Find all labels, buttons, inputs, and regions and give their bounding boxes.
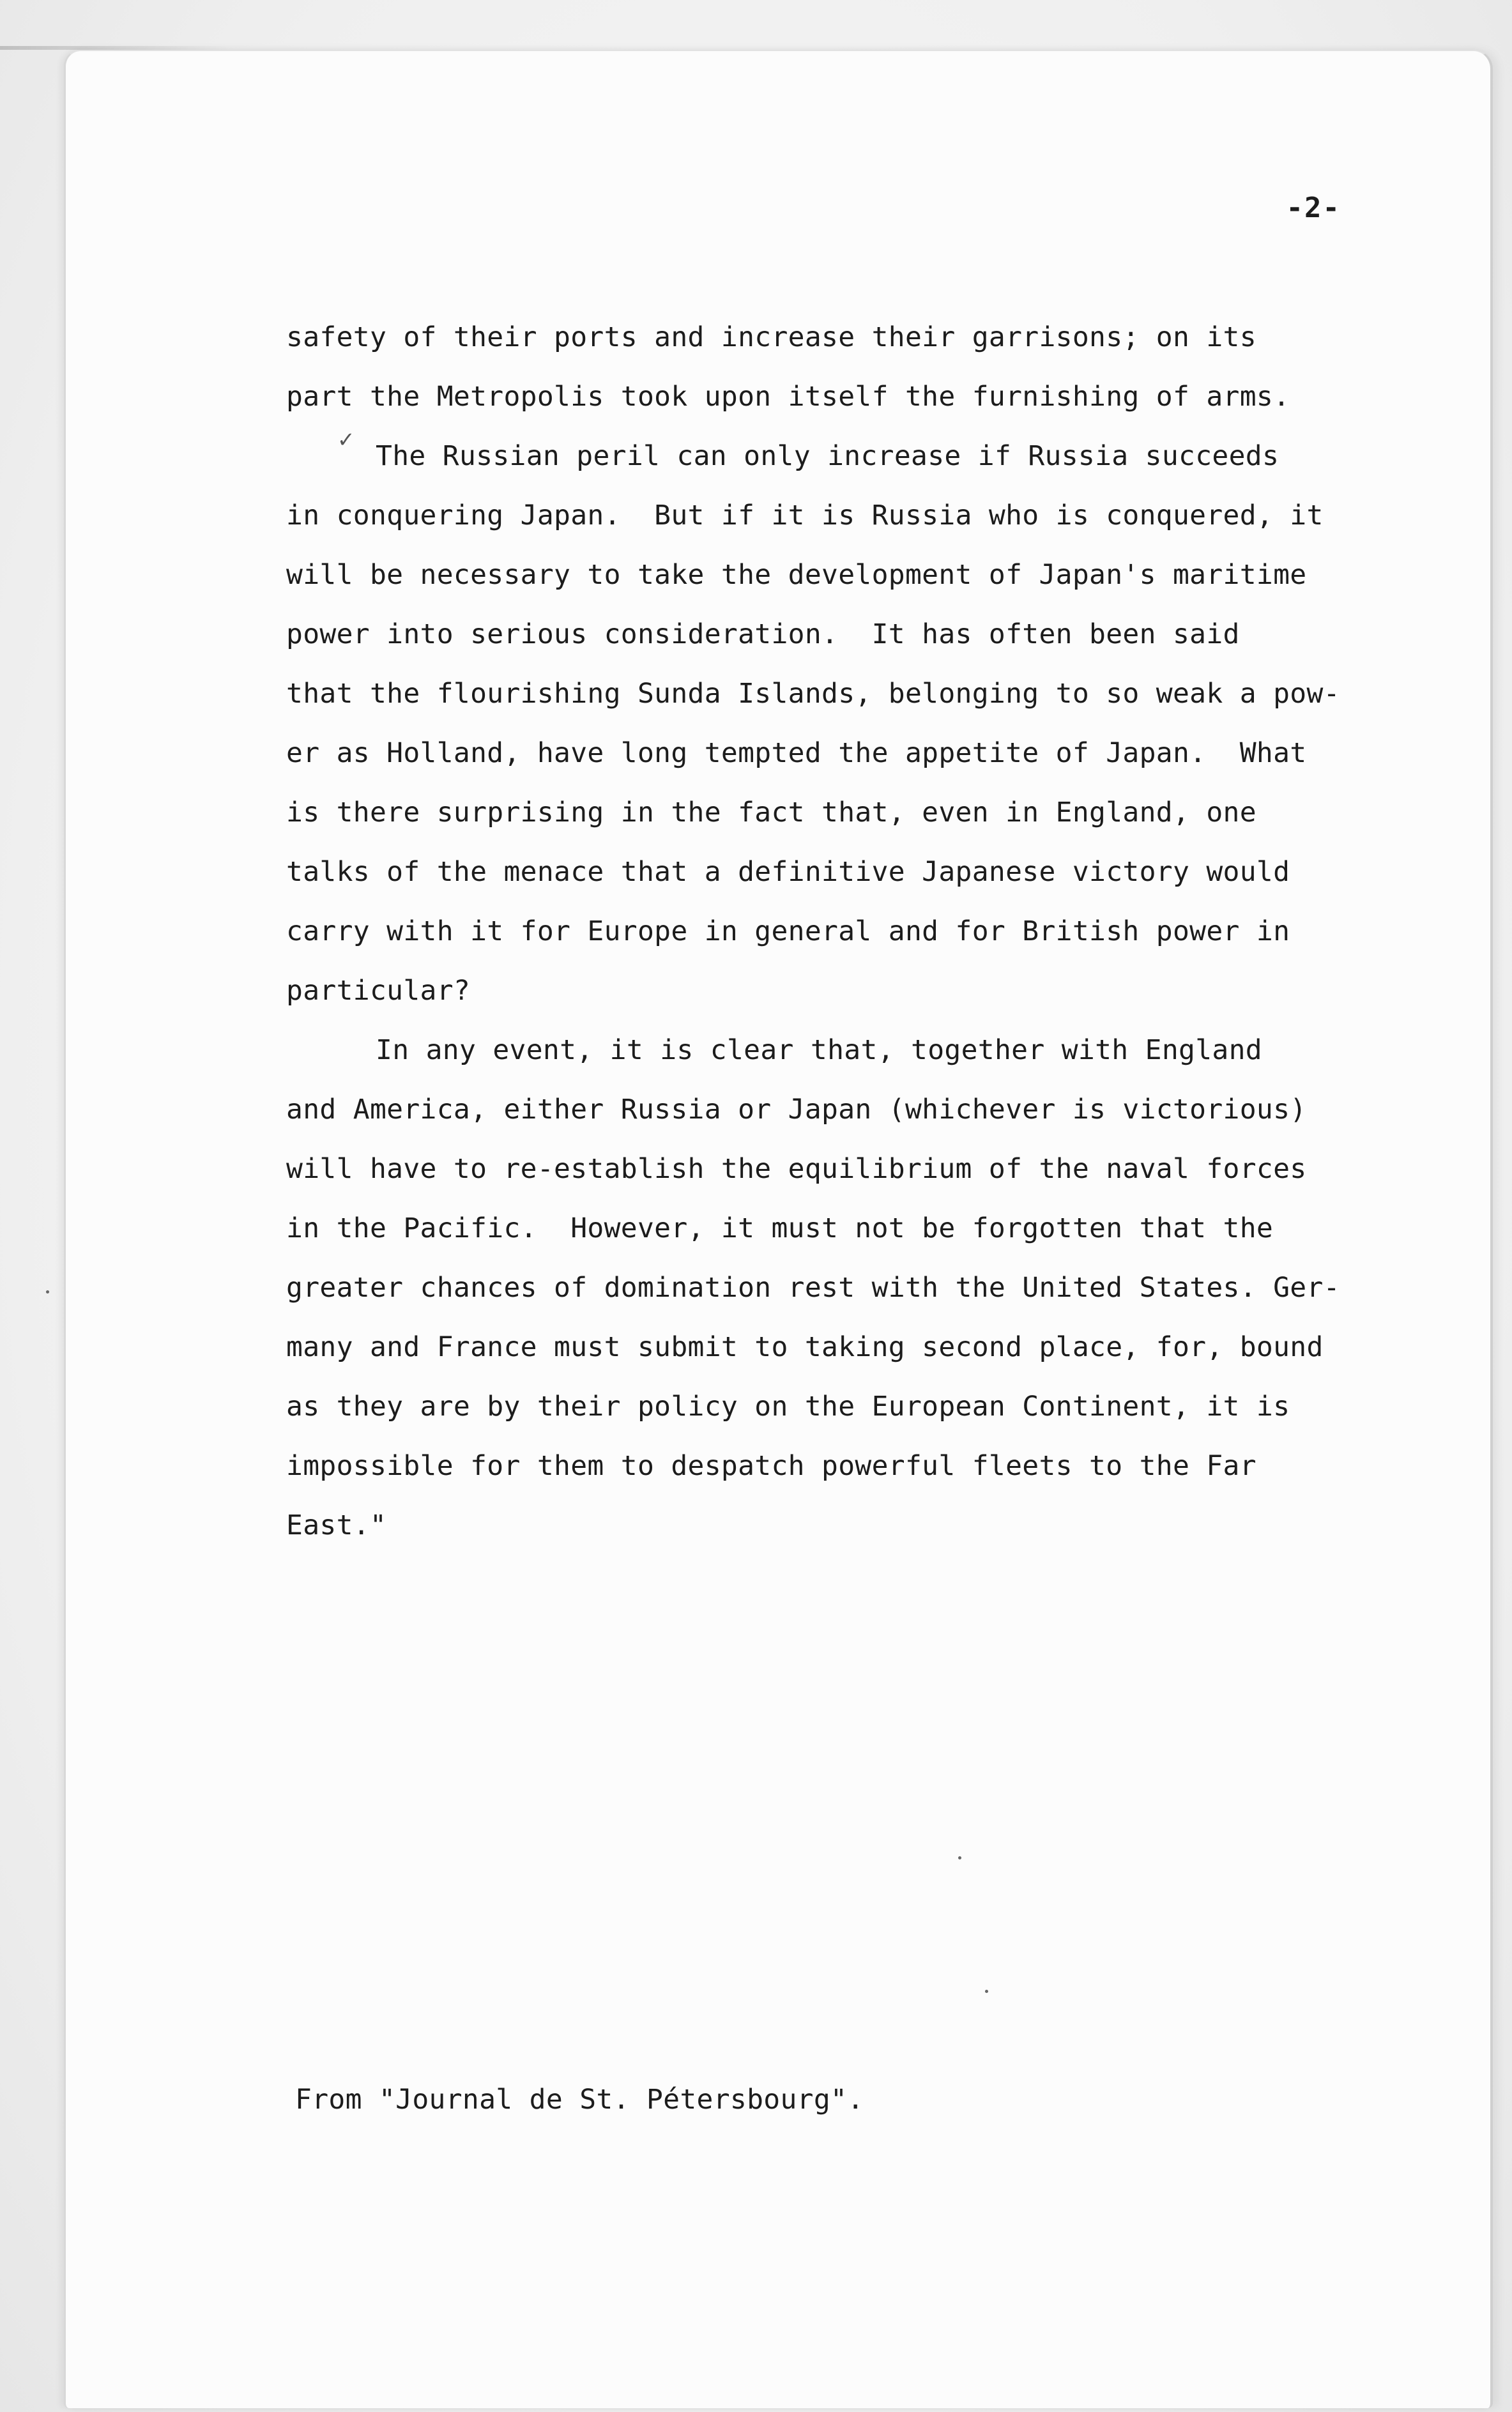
- text-line: will have to re-establish the equilibrium of the naval forces: [286, 1153, 1307, 1185]
- scan-speck: [46, 1290, 49, 1294]
- scan-speck: [985, 1990, 988, 1993]
- handwritten-check-mark: ✓: [339, 425, 353, 453]
- text-line: will be necessary to take the development of Japan's maritime: [286, 559, 1307, 591]
- text-line: and America, either Russia or Japan (whichever is victorious): [286, 1094, 1307, 1126]
- text-line: in the Pacific. However, it must not be forgotten that the: [286, 1212, 1274, 1244]
- text-line: The Russian peril can only increase if Russia succeeds: [376, 440, 1279, 472]
- text-line: many and France must submit to taking second place, for, bound: [286, 1331, 1324, 1363]
- text-line: greater chances of domination rest with the United States. Ger-: [286, 1272, 1340, 1304]
- source-attribution: From "Journal de St. Pétersbourg".: [295, 2084, 864, 2116]
- text-line: particular?: [286, 975, 471, 1007]
- text-line: part the Metropolis took upon itself the furnishing of arms.: [286, 381, 1290, 413]
- text-line: is there surprising in the fact that, even in England, one: [286, 797, 1256, 828]
- text-line: carry with it for Europe in general and for British power in: [286, 915, 1290, 947]
- text-line: In any event, it is clear that, together with England: [376, 1034, 1262, 1066]
- text-line: talks of the menace that a definitive Japanese victory would: [286, 856, 1290, 888]
- body-text: [286, 308, 1385, 1555]
- text-line: safety of their ports and increase their garrisons; on its: [286, 321, 1256, 353]
- text-line: as they are by their policy on the European Continent, it is: [286, 1391, 1290, 1423]
- page-number: -2-: [1286, 192, 1341, 224]
- text-line: East.": [286, 1509, 387, 1541]
- text-line: power into serious consideration. It has often been said: [286, 618, 1240, 650]
- scan-speck: [958, 1856, 961, 1859]
- text-line: that the flourishing Sunda Islands, belonging to so weak a pow-: [286, 678, 1340, 710]
- text-line: er as Holland, have long tempted the appetite of Japan. What: [286, 737, 1307, 769]
- page-edge-shadow: [0, 46, 230, 50]
- text-line: in conquering Japan. But if it is Russia who is conquered, it: [286, 500, 1324, 531]
- text-line: impossible for them to despatch powerful fleets to the Far: [286, 1450, 1256, 1482]
